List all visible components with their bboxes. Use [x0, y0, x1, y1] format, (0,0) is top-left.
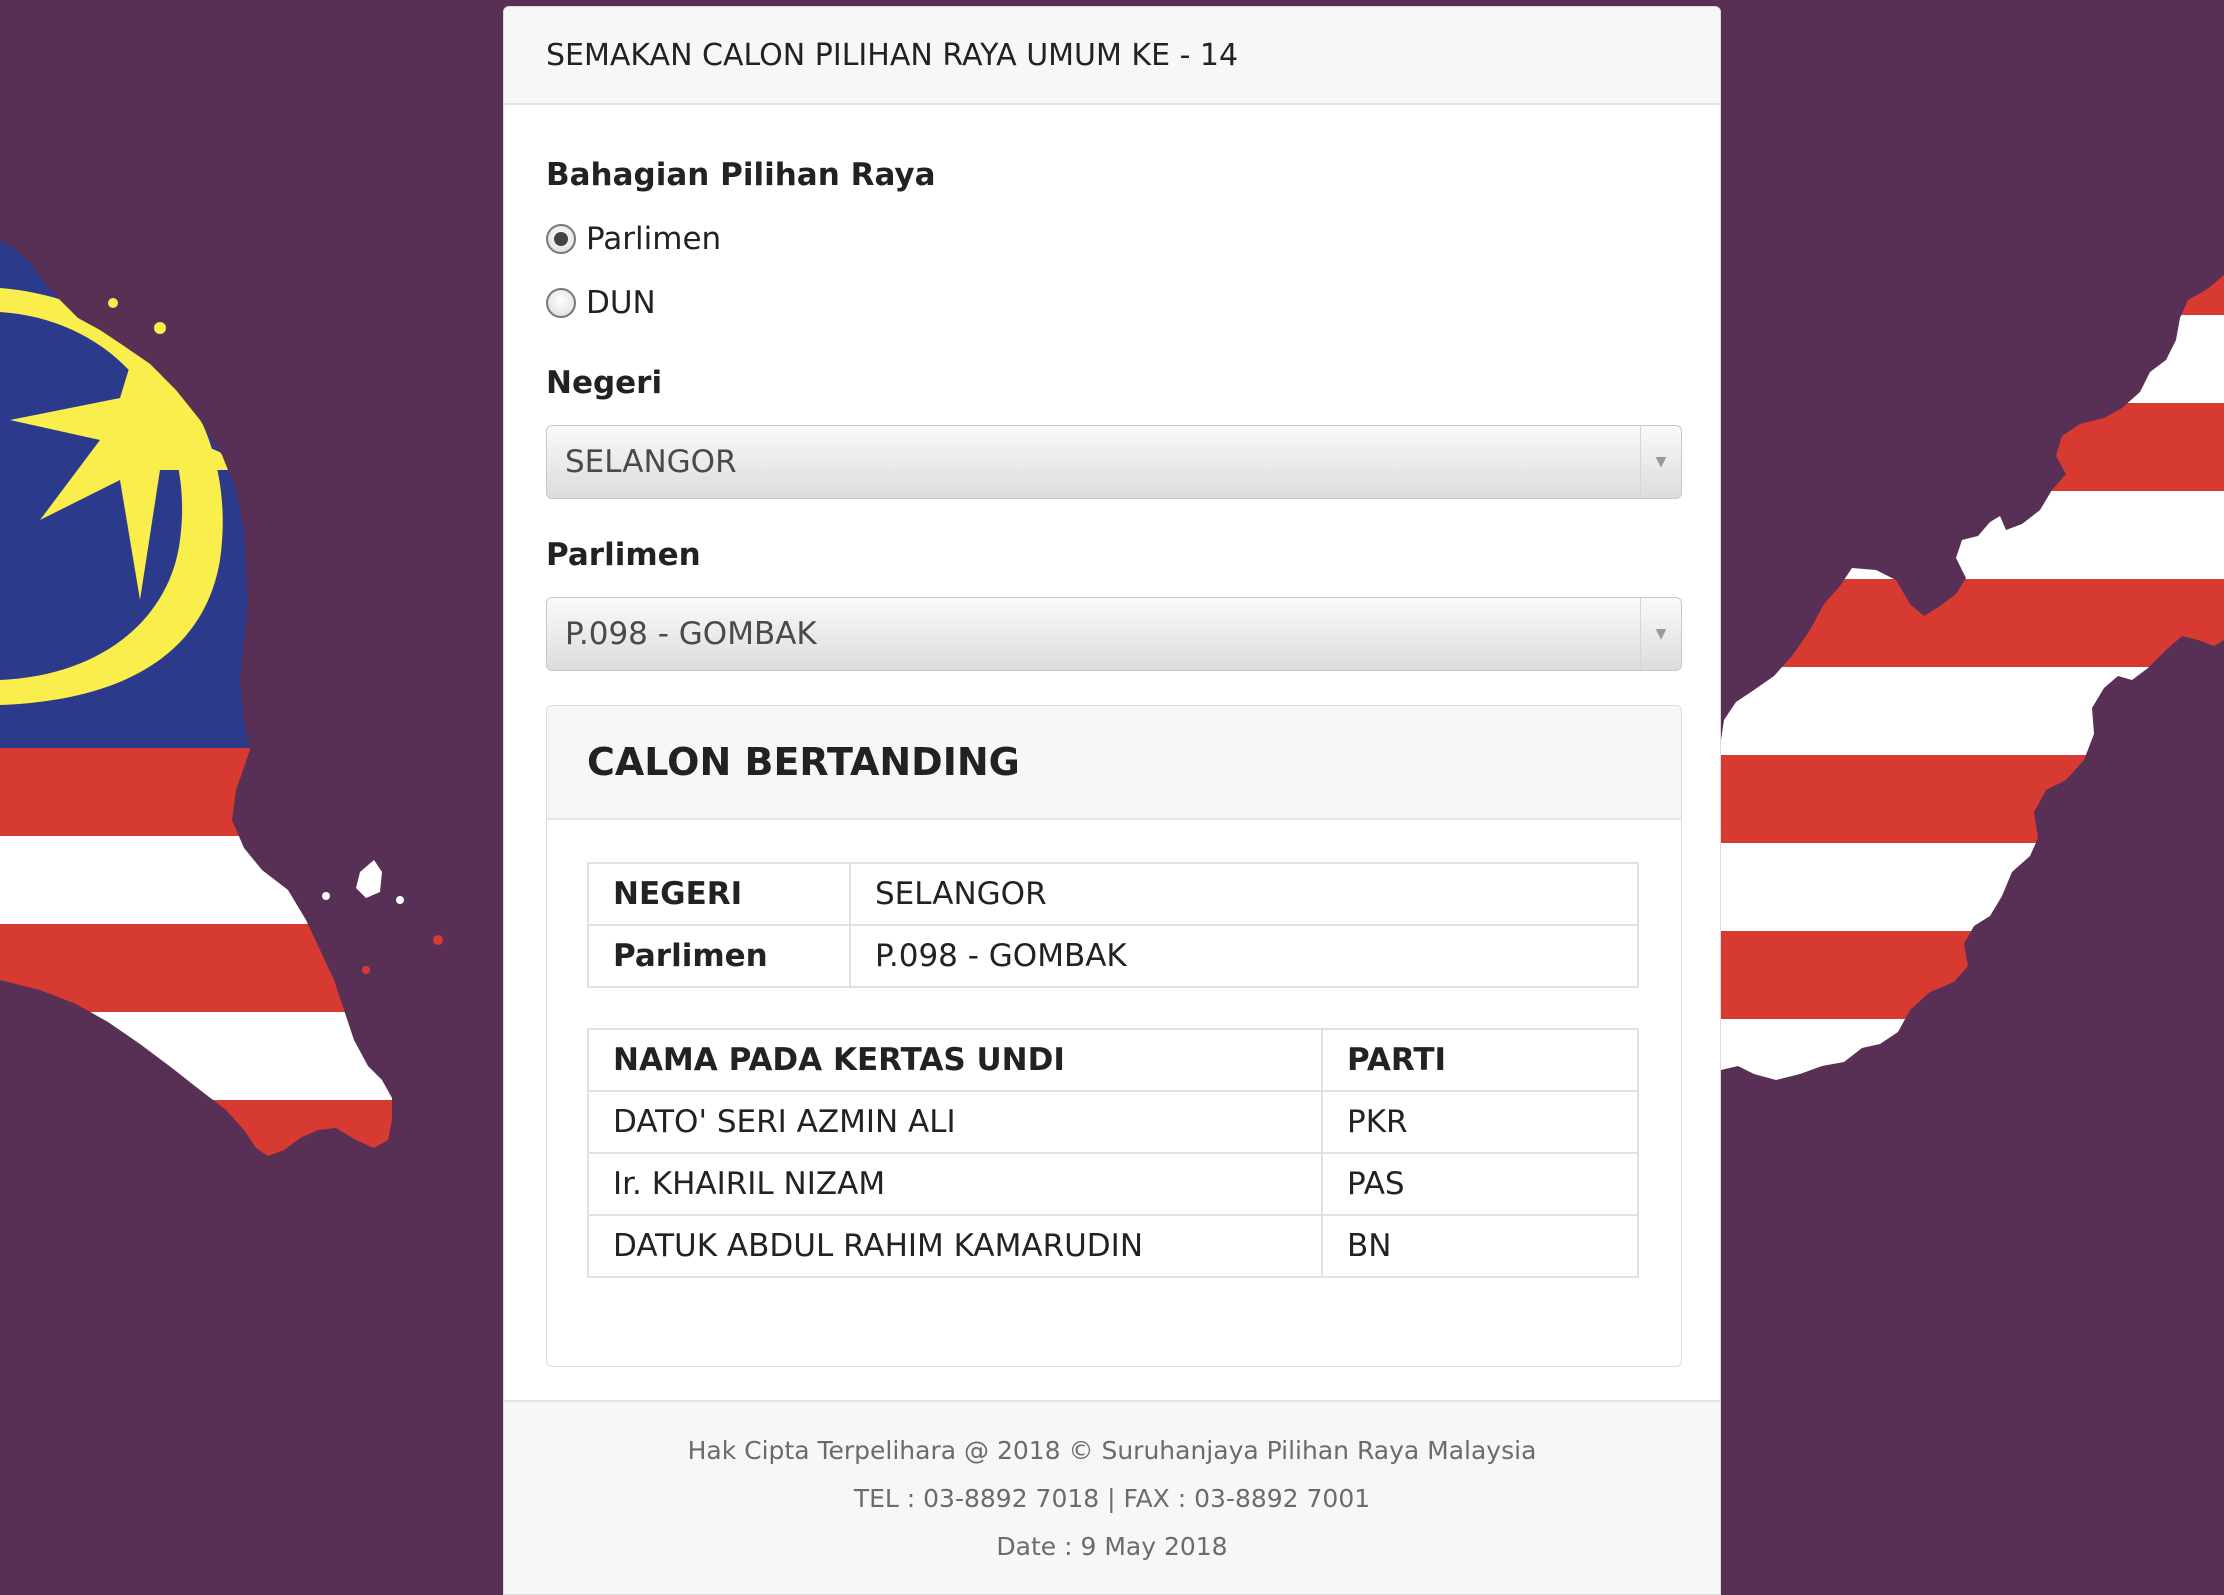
info-value: P.098 - GOMBAK: [850, 925, 1638, 987]
candidate-name: DATO' SERI AZMIN ALI: [588, 1091, 1322, 1153]
radio-dun-label: DUN: [586, 285, 656, 321]
candidates-card-title: CALON BERTANDING: [587, 740, 1020, 784]
radio-dun[interactable]: [546, 285, 656, 321]
table-row: [588, 1091, 1638, 1153]
candidate-check-panel: [503, 6, 1721, 1595]
candidates-card: [546, 705, 1682, 1367]
candidate-party: PAS: [1322, 1153, 1638, 1215]
dropdown-arrow-icon[interactable]: ▼: [1640, 598, 1681, 670]
table-row: [588, 925, 1638, 987]
radio-parlimen[interactable]: [546, 221, 721, 257]
division-label: Bahagian Pilihan Raya: [546, 157, 936, 193]
radio-checked-icon[interactable]: [546, 224, 576, 254]
info-key: NEGERI: [588, 863, 850, 925]
column-header-party: PARTI: [1322, 1029, 1638, 1091]
parliament-label: Parlimen: [546, 537, 701, 573]
footer: [504, 1400, 1720, 1595]
table-row: [588, 1153, 1638, 1215]
candidate-name: Ir. KHAIRIL NIZAM: [588, 1153, 1322, 1215]
parliament-select-value: P.098 - GOMBAK: [565, 616, 817, 652]
candidate-party: PKR: [1322, 1091, 1638, 1153]
radio-unchecked-icon[interactable]: [546, 288, 576, 318]
footer-date: Date : 9 May 2018: [996, 1532, 1228, 1561]
info-key: Parlimen: [588, 925, 850, 987]
candidates-table: [587, 1028, 1639, 1278]
radio-parlimen-label: Parlimen: [586, 221, 722, 257]
page-title: SEMAKAN CALON PILIHAN RAYA UMUM KE - 14: [546, 37, 1239, 73]
candidates-card-header: [547, 706, 1681, 820]
info-value: SELANGOR: [850, 863, 1638, 925]
table-row: [588, 863, 1638, 925]
state-select[interactable]: [546, 425, 1682, 499]
state-select-value: SELANGOR: [565, 444, 737, 480]
parliament-select[interactable]: [546, 597, 1682, 671]
column-header-name: NAMA PADA KERTAS UNDI: [588, 1029, 1322, 1091]
table-row: [588, 1215, 1638, 1277]
candidate-name: DATUK ABDUL RAHIM KAMARUDIN: [588, 1215, 1322, 1277]
footer-copyright: Hak Cipta Terpelihara @ 2018 © Suruhanjaya Pilihan Raya Malaysia: [687, 1436, 1537, 1465]
state-label: Negeri: [546, 365, 663, 401]
table-header-row: [588, 1029, 1638, 1091]
candidate-party: BN: [1322, 1215, 1638, 1277]
panel-header: [504, 7, 1720, 105]
footer-contact: TEL : 03-8892 7018 | FAX : 03-8892 7001: [853, 1484, 1371, 1513]
constituency-info-table: [587, 862, 1639, 988]
dropdown-arrow-icon[interactable]: ▼: [1640, 426, 1681, 498]
